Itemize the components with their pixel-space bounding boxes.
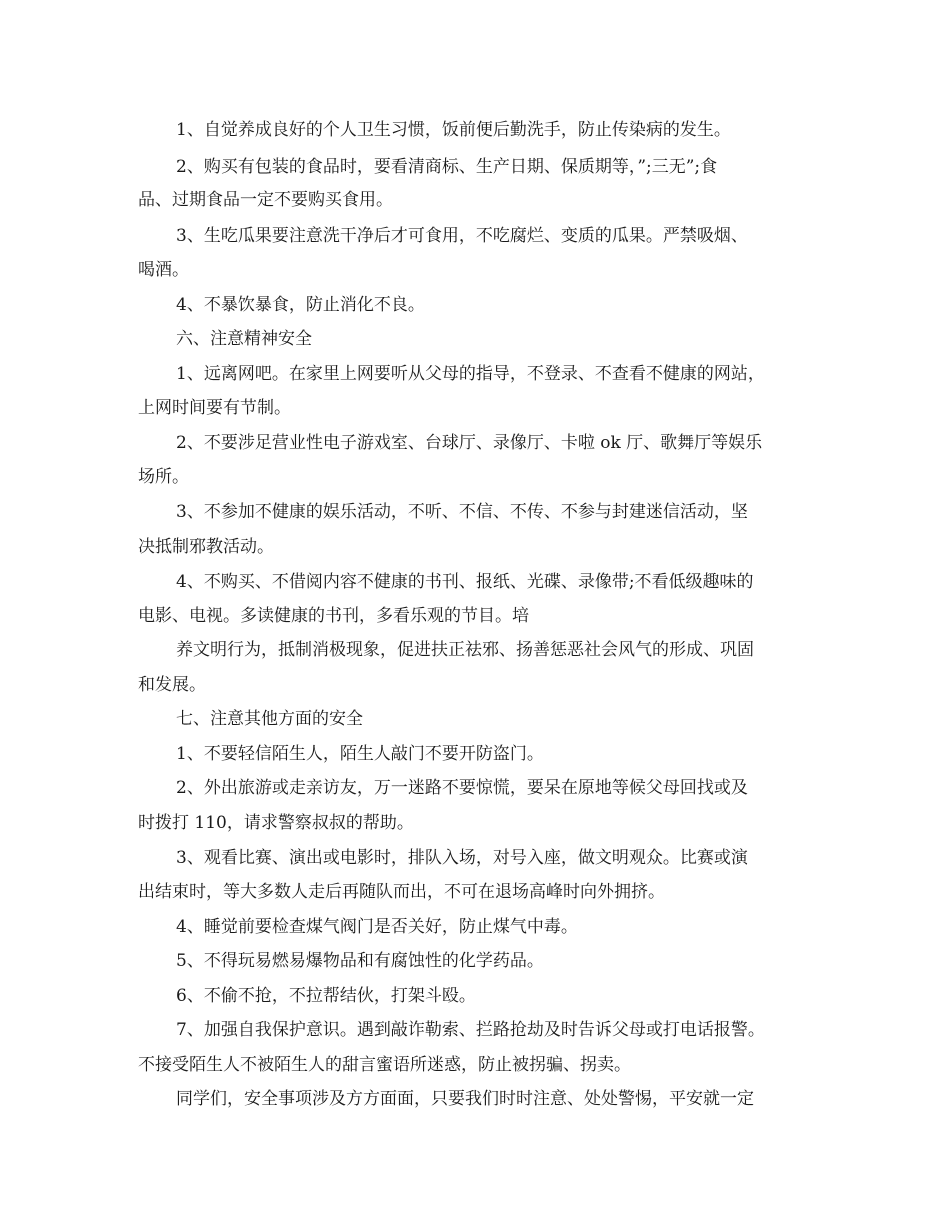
text-line: 时拨打 110，请求警察叔叔的帮助。 (138, 813, 414, 833)
text-line: 品、过期食品一定不要购买食用。 (138, 190, 393, 210)
text-line: 3、不参加不健康的娱乐活动，不听、不信、不传、不参与封建迷信活动，坚 (176, 502, 748, 522)
text-line: 和发展。 (138, 675, 206, 695)
text-line: 5、不得玩易燃易爆物品和有腐蚀性的化学药品。 (176, 951, 544, 971)
text-line: 2、外出旅游或走亲访友，万一迷路不要惊慌，要呆在原地等候父母回找或及 (176, 778, 748, 798)
section-heading: 六、注意精神安全 (176, 329, 312, 349)
text-line: 场所。 (138, 467, 189, 487)
text-line: 3、生吃瓜果要注意洗干净后才可食用，不吃腐烂、变质的瓜果。严禁吸烟、 (176, 226, 748, 246)
text-line: 6、不偷不抢，不拉帮结伙，打架斗殴。 (176, 986, 476, 1006)
text-line: 7、加强自我保护意识。遇到敲诈勒索、拦路抢劫及时告诉父母或打电话报警。 (176, 1020, 765, 1040)
text-line: 3、观看比赛、演出或电影时，排队入场，对号入座，做文明观众。比赛或演 (176, 848, 748, 868)
text-line: 2、购买有包装的食品时，要看清商标、生产日期、保质期等，”;三无”;食 (176, 157, 718, 177)
text-line: 1、自觉养成良好的个人卫生习惯，饭前便后勤洗手，防止传染病的发生。 (176, 120, 731, 140)
text-line: 4、睡觉前要检查煤气阀门是否关好，防止煤气中毒。 (176, 917, 578, 937)
text-line: 同学们，安全事项涉及方方面面，只要我们时时注意、处处警惕，平安就一定 (176, 1089, 754, 1109)
text-line: 4、不暴饮暴食，防止消化不良。 (176, 295, 425, 315)
text-line: 喝酒。 (138, 260, 189, 280)
text-line: 1、不要轻信陌生人，陌生人敲门不要开防盗门。 (176, 744, 544, 764)
text-line: 电影、电视。多读健康的书刊，多看乐观的节目。培 (138, 606, 529, 626)
text-line: 不接受陌生人不被陌生人的甜言蜜语所迷惑，防止被拐骗、拐卖。 (138, 1055, 631, 1075)
text-line: 4、不购买、不借阅内容不健康的书刊、报纸、光碟、录像带;不看低级趣味的 (176, 572, 754, 592)
text-line: 决抵制邪教活动。 (138, 537, 274, 557)
text-line: 1、远离网吧。在家里上网要听从父母的指导，不登录、不查看不健康的网站， (176, 364, 765, 384)
section-heading: 七、注意其他方面的安全 (176, 709, 363, 729)
text-line: 2、不要涉足营业性电子游戏室、台球厅、录像厅、卡啦 ok 厅、歌舞厅等娱乐 (176, 433, 763, 453)
text-line: 上网时间要有节制。 (138, 398, 291, 418)
text-line: 出结束时，等大多数人走后再随队而出，不可在退场高峰时向外拥挤。 (138, 882, 665, 902)
text-line: 养文明行为，抵制消极现象，促进扶正祛邪、扬善惩恶社会风气的形成、巩固 (176, 640, 754, 660)
